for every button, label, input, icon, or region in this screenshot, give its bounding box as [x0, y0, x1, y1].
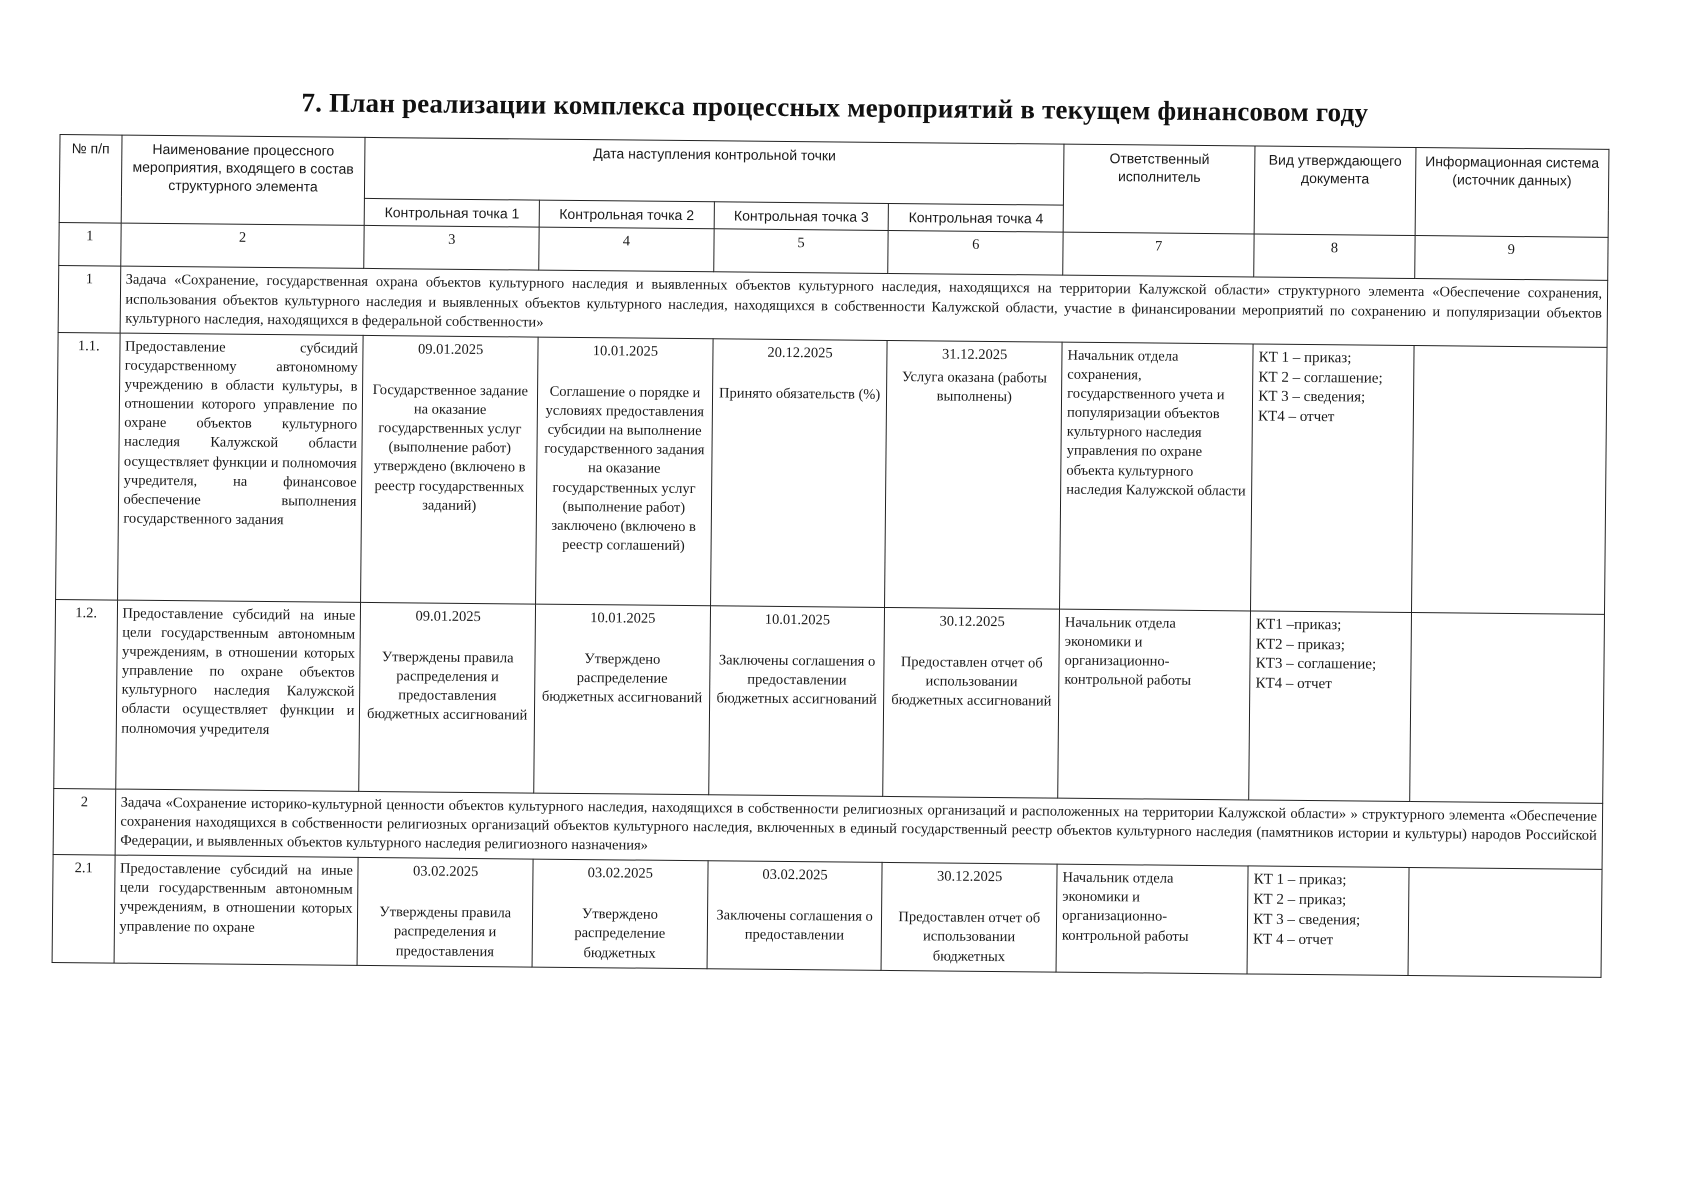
measure-name: Предоставление субсидий на иные цели государственным автономным учреждениям, в отношении которых управление по охране объектов культурного наследия Калужской области осуществляет функции и полномочия учредителя — [115, 600, 361, 791]
table-row — [56, 332, 1607, 614]
responsible: Начальник отдела экономики и организационно-контрольной работы — [1056, 864, 1248, 973]
measure-name: Предоставление субсидий на иные цели государственным автономным учреждениям, в отношении которых управление по охране — [114, 855, 359, 965]
header-document: Вид утверждающего документа — [1254, 146, 1415, 236]
column-number: 5 — [713, 229, 888, 274]
column-number: 7 — [1063, 233, 1255, 278]
task-number: 1 — [58, 266, 120, 333]
document-item: КТ1 –приказ; — [1256, 616, 1342, 634]
column-number: 1 — [59, 223, 121, 267]
control-point-date: 03.02.2025 — [412, 863, 479, 881]
document-item: КТ 2 – приказ; — [1253, 891, 1347, 909]
control-point-text: Принято обязательств (%) — [718, 385, 881, 403]
control-point-date: 10.01.2025 — [590, 609, 656, 627]
header-responsible: Ответственный исполнитель — [1063, 144, 1255, 234]
document-item: КТ4 – отчет — [1255, 675, 1332, 693]
document-item: КТ 1 – приказ; — [1258, 349, 1352, 367]
control-point-text: Заключены соглашения о предоставлении — [716, 907, 873, 945]
control-point-3 — [708, 606, 884, 797]
control-point-text: Соглашение о порядке и условиях предоставления субсидии на выполнение государственного задания на оказание государственных услуг (выполнение работ) заключено (включено в реестр соглашений) — [544, 383, 705, 554]
header-row — [59, 135, 1609, 211]
task-number: 2 — [53, 788, 115, 855]
control-point-date: 10.01.2025 — [764, 611, 831, 629]
document-item: КТ3 – соглашение; — [1255, 655, 1377, 674]
task-text: Задача «Сохранение историко-культурной ценности объектов культурного наследия, находящихся в собственности религиозных организаций и расположенных на территории Калужской области» » структурного элемента «Обеспечение сохранения находящихся в собственности религиозных организаций объектов культурного наследия, включенных в единый государственный реестр объектов культурного наследия (памятников истории и культуры) народов Российской Федерации, и выявленных объектов культурного наследия религиозного назначения» — [115, 789, 1603, 870]
column-number: 6 — [888, 231, 1063, 276]
control-point-4 — [881, 863, 1057, 972]
control-point-text: Утверждено распределение бюджетных ассигнований — [541, 651, 703, 707]
table-row — [54, 599, 1605, 803]
document-item: КТ2 – приказ; — [1255, 636, 1346, 654]
header-kt1: Контрольная точка 1 — [365, 198, 540, 227]
row-number: 1.1. — [56, 332, 120, 600]
document-item: КТ 3 – сведения; — [1258, 388, 1366, 406]
control-point-1 — [361, 335, 538, 604]
control-point-date: 30.12.2025 — [939, 613, 1005, 630]
row-number: 2.1 — [52, 855, 115, 963]
control-point-date: 09.01.2025 — [417, 341, 484, 358]
control-point-1 — [357, 858, 533, 967]
control-point-date: 10.01.2025 — [592, 342, 659, 360]
header-info-system: Информационная система (источник данных) — [1415, 148, 1609, 238]
header-date-group: Дата наступления контрольной точки — [365, 137, 1064, 205]
control-point-text: Утверждены правила распределения и предоставления — [379, 904, 512, 960]
document-type — [1249, 611, 1411, 802]
control-point-2 — [532, 859, 708, 968]
measure-name: Предоставление субсидий государственному автономному учреждению в области культуры, в отношении которого управление по охране объектов культурного наследия Калужской области осуществляет функции и полномочия учредителя, на финансовое обеспечение выполнения государственного задания — [117, 333, 363, 602]
responsible: Начальник отдела сохранения, государственного учета и популяризации объектов культурного наследия управления по охране объекта культурного наследия Калужской области — [1060, 342, 1254, 611]
column-number: 4 — [539, 228, 714, 273]
control-point-4 — [885, 340, 1062, 609]
document-item: КТ 2 – соглашение; — [1258, 369, 1383, 387]
control-point-text: Утверждены правила распределения и предоставления бюджетных ассигнований — [367, 649, 528, 724]
header-kt2: Контрольная точка 2 — [539, 200, 714, 229]
control-point-text: Предоставлен отчет об использовании бюджетных — [898, 909, 1041, 965]
control-point-3 — [707, 861, 883, 970]
control-point-date: 03.02.2025 — [762, 866, 828, 884]
task-text: Задача «Сохранение, государственная охрана объектов культурного наследия и выявленных объектов культурного наследия, находящихся на территории Калужской области» структурного элемента «Обеспечение сохранения, использования объектов культурного наследия и выявленных объектов культурного наследия, находящихся в собственности Калужской области, участие в финансировании мероприятий по сохранению и популяризации объектов культурного наследия, находящихся в федеральной собственности» — [120, 267, 1608, 348]
control-point-3 — [710, 339, 887, 608]
document-item: КТ 4 – отчет — [1252, 931, 1334, 948]
control-point-1 — [359, 602, 535, 793]
column-number: 3 — [364, 226, 539, 271]
document-page — [52, 85, 1610, 978]
document-item: КТ 1 – приказ; — [1253, 871, 1347, 889]
control-point-date: 03.02.2025 — [587, 865, 654, 882]
page-title: 7. План реализации комплекса процессных мероприятий в текущем финансовом году — [301, 87, 1369, 128]
column-number: 9 — [1414, 236, 1608, 281]
document-type — [1251, 344, 1414, 613]
info-system — [1411, 345, 1607, 614]
control-point-text: Заключены соглашения о предоставлении бюджетных ассигнований — [716, 652, 877, 709]
control-point-date: 30.12.2025 — [936, 868, 1003, 886]
document-item: КТ 3 – сведения; — [1253, 911, 1361, 929]
document-type — [1247, 866, 1408, 975]
control-point-text: Услуга оказана (работы выполнены) — [901, 369, 1048, 406]
control-point-text: Государственное задание на оказание государственных услуг (выполнение работ) утверждено (включено в реестр государственных заданий) — [372, 381, 529, 514]
header-kt3: Контрольная точка 3 — [714, 202, 889, 231]
control-point-text: Утверждено распределение бюджетных — [574, 906, 666, 962]
info-system — [1409, 612, 1604, 803]
control-point-date: 20.12.2025 — [767, 344, 833, 362]
document-item: КТ4 – отчет — [1258, 408, 1335, 426]
control-point-2 — [534, 604, 710, 795]
header-kt4: Контрольная точка 4 — [889, 203, 1064, 232]
column-number: 8 — [1254, 234, 1415, 279]
info-system — [1408, 868, 1602, 977]
control-point-4 — [883, 607, 1059, 798]
control-point-date: 09.01.2025 — [415, 608, 481, 625]
responsible: Начальник отдела экономики и организационно-контрольной работы — [1058, 609, 1251, 800]
control-point-date: 31.12.2025 — [941, 346, 1008, 363]
header-num: № п/п — [59, 135, 121, 224]
plan-table — [52, 134, 1610, 978]
table-row — [52, 855, 1602, 977]
row-number: 1.2. — [54, 599, 117, 789]
control-point-text: Предоставлен отчет об использовании бюджетных ассигнований — [891, 654, 1052, 710]
control-point-2 — [536, 337, 713, 606]
column-number: 2 — [120, 224, 364, 269]
header-name: Наименование процессного мероприятия, входящего в состав структурного элемента — [121, 135, 366, 226]
